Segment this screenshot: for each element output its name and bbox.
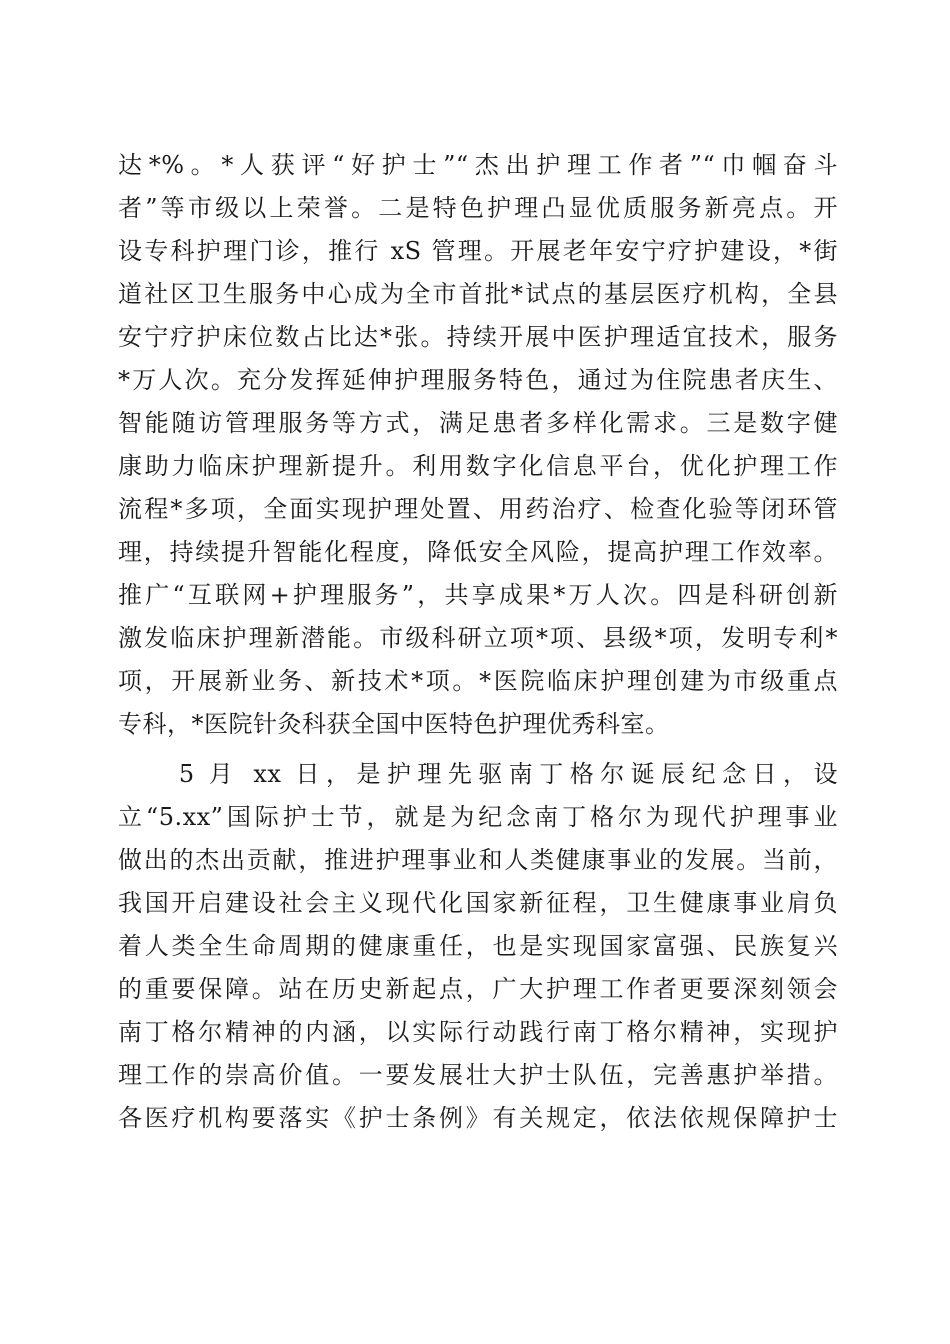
text-line: 5 月 xx 日，是护理先驱南丁格尔诞辰纪念日，设 — [118, 760, 838, 788]
text-line: 达*%。*人获评“好护士”“杰出护理工作者”“巾帼奋斗 — [118, 151, 838, 179]
text-line: 南丁格尔精神的内涵，以实际行动践行南丁格尔精神，实现护 — [118, 1018, 838, 1046]
text-line: 康助力临床护理新提升。利用数字化信息平台，优化护理工作 — [118, 452, 838, 480]
text-line: 设专科护理门诊，推行 xS 管理。开展老年安宁疗护建设，*街 — [118, 237, 838, 265]
text-line: 的重要保障。站在历史新起点，广大护理工作者更要深刻领会 — [118, 975, 838, 1003]
text-line: 着人类全生命周期的健康重任，也是实现国家富强、民族复兴 — [118, 932, 838, 960]
text-line: 智能随访管理服务等方式，满足患者多样化需求。三是数字健 — [118, 409, 838, 437]
text-line: 道社区卫生服务中心成为全市首批*试点的基层医疗机构，全县 — [118, 280, 838, 308]
text-line: 激发临床护理新潜能。市级科研立项*项、县级*项，发明专利* — [118, 624, 838, 652]
text-line: 各医疗机构要落实《护士条例》有关规定，依法依规保障护士 — [118, 1104, 838, 1132]
text-line: 立“5.xx”国际护士节，就是为纪念南丁格尔为现代护理事业 — [118, 803, 838, 831]
text-line: 专科，*医院针灸科获全国中医特色护理优秀科室。 — [118, 710, 670, 738]
text-line: 理，持续提升智能化程度，降低安全风险，提高护理工作效率。 — [118, 538, 838, 566]
text-line: 我国开启建设社会主义现代化国家新征程，卫生健康事业肩负 — [118, 889, 838, 917]
text-line: 做出的杰出贡献，推进护理事业和人类健康事业的发展。当前， — [118, 846, 838, 874]
text-line: 推广“互联网+护理服务”，共享成果*万人次。四是科研创新 — [118, 581, 838, 609]
text-line: 者”等市级以上荣誉。二是特色护理凸显优质服务新亮点。开 — [118, 194, 838, 222]
text-line: *万人次。充分发挥延伸护理服务特色，通过为住院患者庆生、 — [118, 366, 838, 394]
text-line: 项，开展新业务、新技术*项。*医院临床护理创建为市级重点 — [118, 667, 838, 695]
text-line: 流程*多项，全面实现护理处置、用药治疗、检查化验等闭环管 — [118, 495, 838, 523]
text-line: 理工作的崇高价值。一要发展壮大护士队伍，完善惠护举措。 — [118, 1061, 838, 1089]
text-line: 安宁疗护床位数占比达*张。持续开展中医护理适宜技术，服务 — [118, 323, 838, 351]
